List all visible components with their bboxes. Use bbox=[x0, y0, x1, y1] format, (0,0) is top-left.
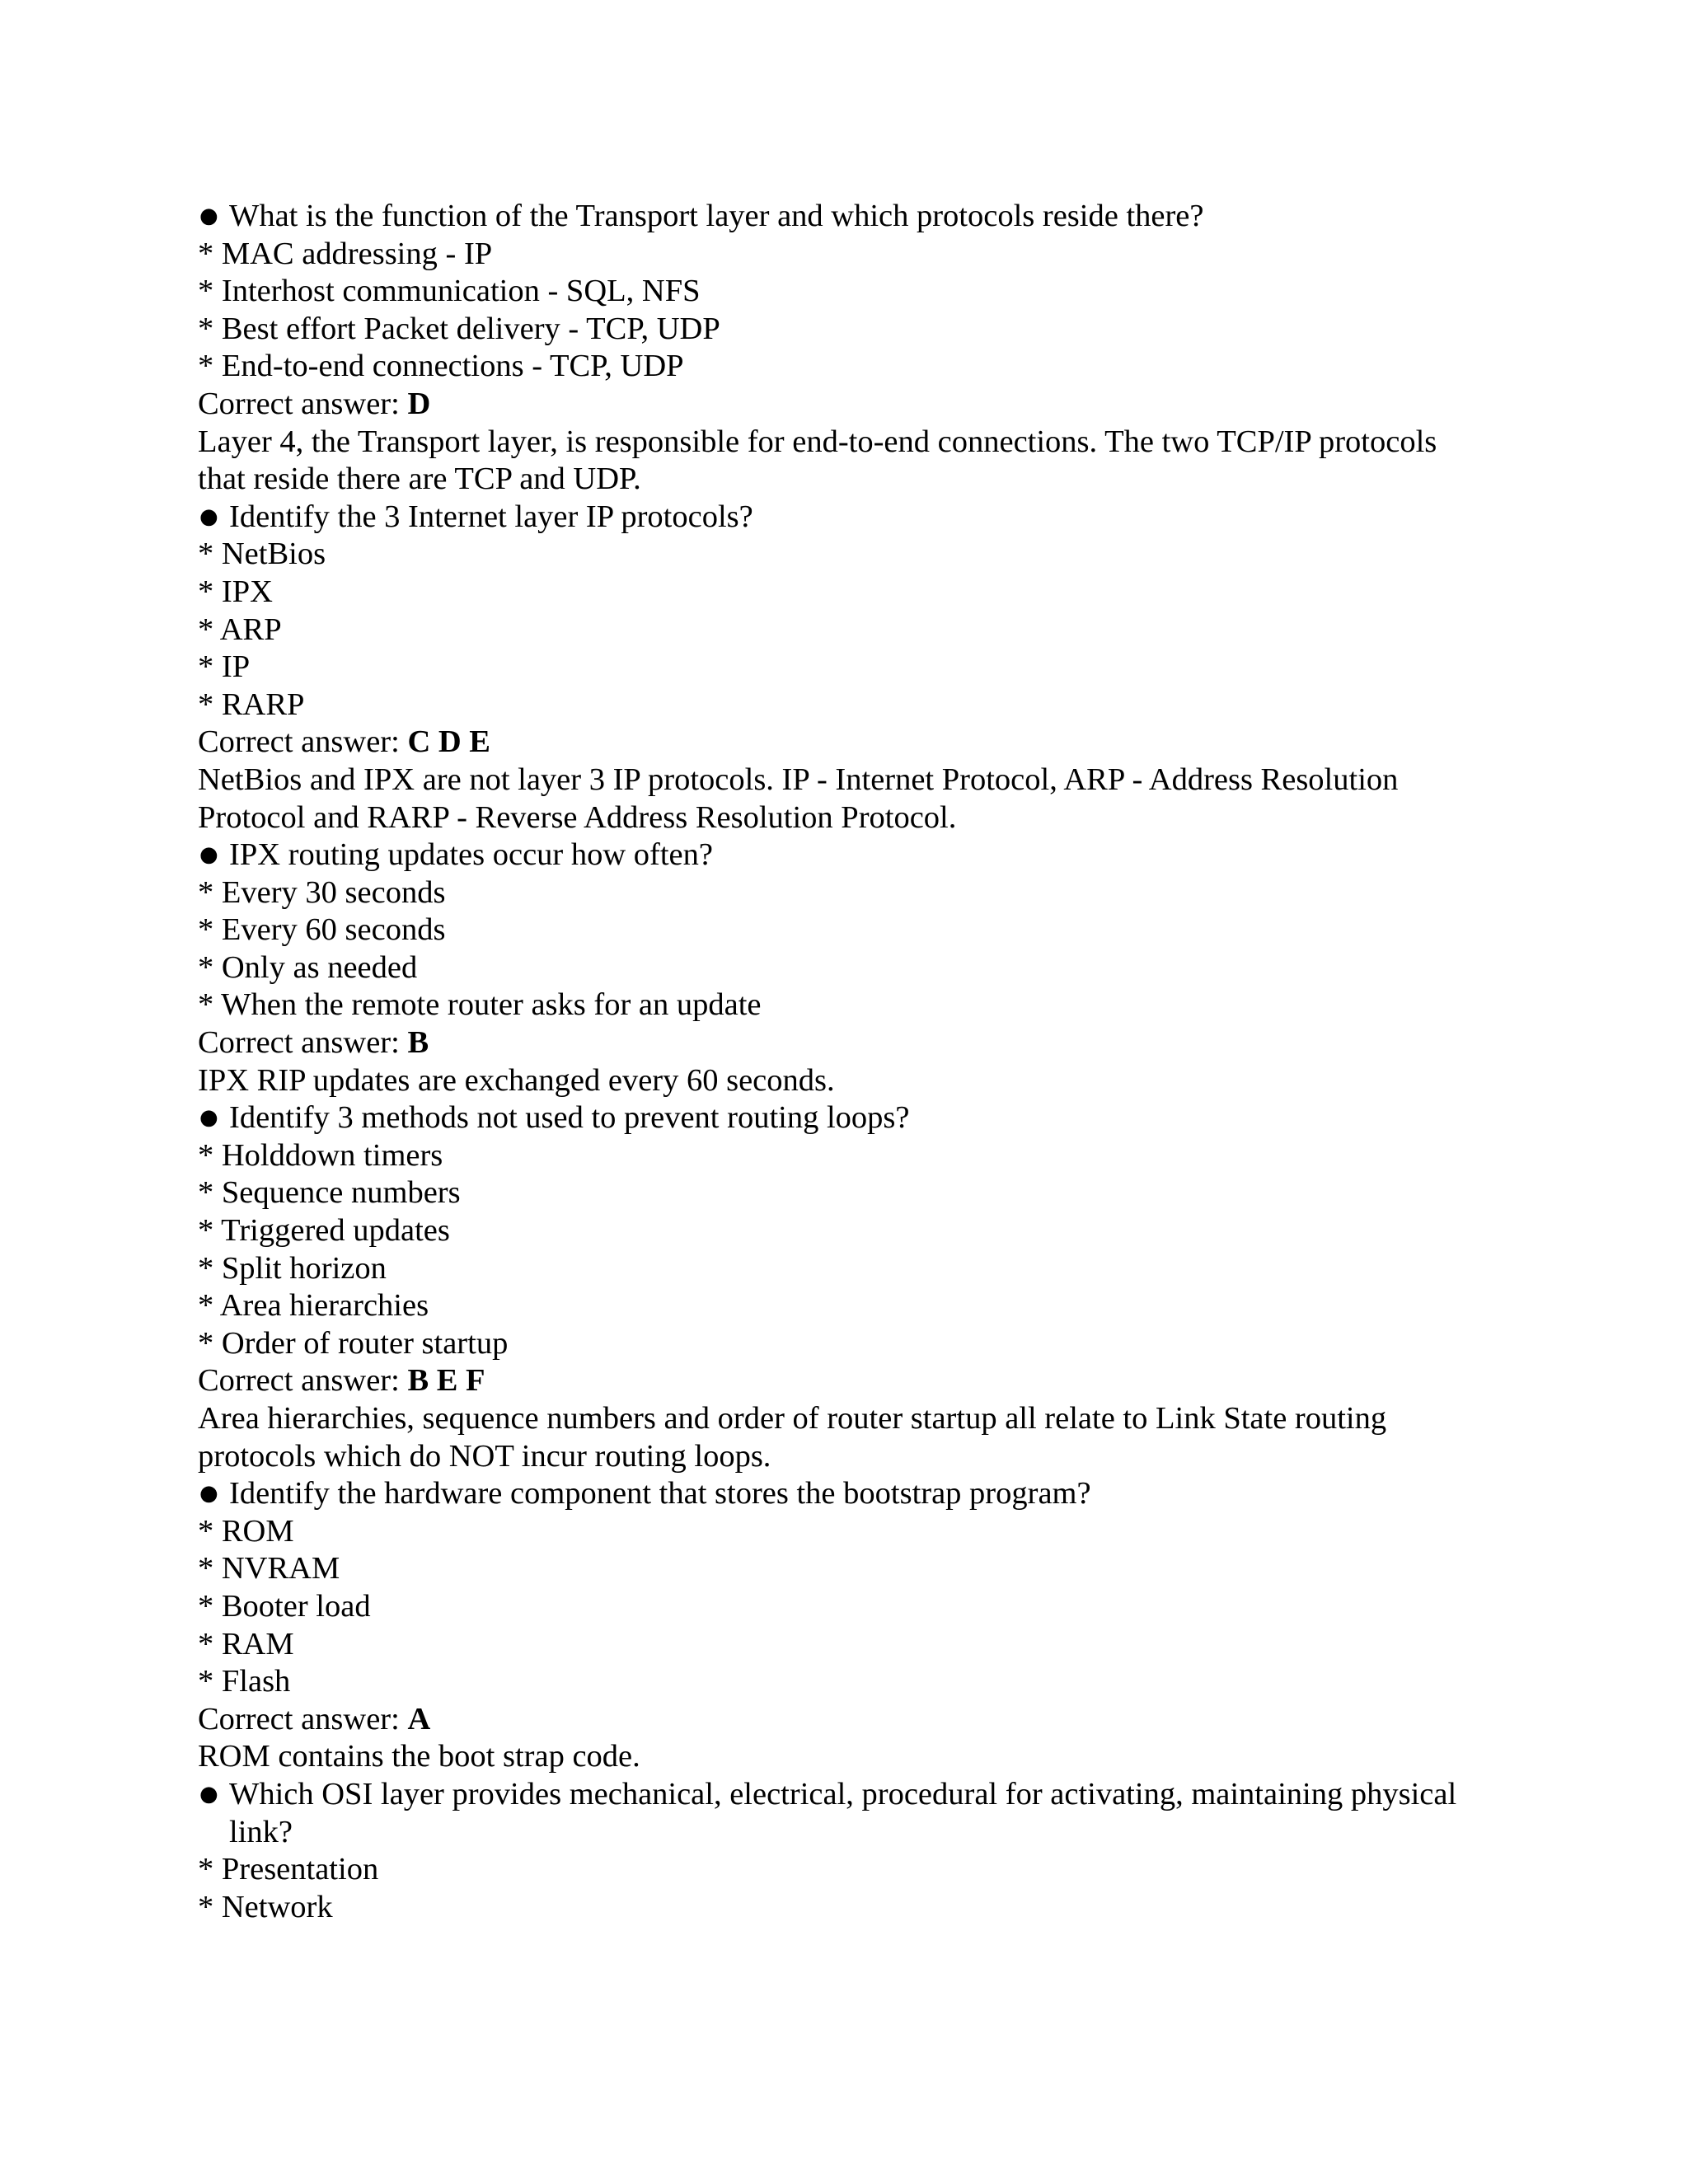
answer-label: Correct answer: bbox=[198, 386, 408, 421]
correct-answer bbox=[198, 1024, 1484, 1062]
option-item: * End-to-end connections - TCP, UDP bbox=[198, 349, 684, 384]
explanation: IPX RIP updates are exchanged every 60 seconds. bbox=[198, 1062, 835, 1098]
question-text: IPX routing updates occur how often? bbox=[229, 837, 713, 873]
option-item: * When the remote router asks for an update bbox=[198, 987, 762, 1023]
answer-value: D bbox=[407, 386, 431, 421]
option-item: * NVRAM bbox=[198, 1551, 340, 1586]
question-text: Identify the 3 Internet layer IP protocols? bbox=[229, 499, 753, 534]
option-item: * Interhost communication - SQL, NFS bbox=[198, 274, 701, 309]
option-item: * IP bbox=[198, 649, 251, 685]
option-item: * Sequence numbers bbox=[198, 1175, 461, 1211]
document-body bbox=[198, 198, 1484, 1926]
answer-value: A bbox=[407, 1701, 431, 1736]
correct-answer bbox=[198, 724, 1484, 762]
option-item: * Split horizon bbox=[198, 1250, 387, 1286]
option-item: * RAM bbox=[198, 1626, 294, 1661]
option-item: * ARP bbox=[198, 612, 282, 647]
option-item: * Booter load bbox=[198, 1588, 371, 1624]
question-text: What is the function of the Transport layer and which protocols reside there? bbox=[229, 199, 1204, 233]
option-item: * Flash bbox=[198, 1664, 291, 1699]
option-item: * NetBios bbox=[198, 537, 326, 572]
bullet-icon: ● bbox=[199, 842, 218, 868]
option-item: * Every 60 seconds bbox=[198, 912, 446, 948]
option-item: * Best effort Packet delivery - TCP, UDP bbox=[198, 311, 720, 346]
option-item: * Area hierarchies bbox=[198, 1288, 429, 1324]
option-item: * Every 30 seconds bbox=[198, 874, 446, 910]
answer-value: B E F bbox=[407, 1363, 485, 1399]
bullet-icon: ● bbox=[199, 504, 218, 529]
bullet-icon: ● bbox=[199, 1481, 218, 1507]
explanation: ROM contains the boot strap code. bbox=[198, 1739, 640, 1774]
option-item: * Only as needed bbox=[198, 949, 418, 985]
option-item: * RARP bbox=[198, 687, 305, 722]
option-item: * Network bbox=[198, 1889, 333, 1924]
question-4 bbox=[198, 1099, 1484, 1137]
question-6 bbox=[198, 1776, 1484, 1851]
answer-label: Correct answer: bbox=[198, 724, 408, 760]
answer-value: C D E bbox=[407, 724, 490, 760]
bullet-icon: ● bbox=[199, 204, 218, 228]
bullet-icon: ● bbox=[199, 1781, 218, 1807]
correct-answer bbox=[198, 1701, 1484, 1739]
question-text: Identify the hardware component that stores the bootstrap program? bbox=[229, 1476, 1091, 1511]
question-3 bbox=[198, 837, 1484, 874]
option-item: * MAC addressing - IP bbox=[198, 236, 493, 271]
question-2 bbox=[198, 499, 1484, 537]
option-item: * Presentation bbox=[198, 1852, 379, 1887]
answer-label: Correct answer: bbox=[198, 1025, 408, 1061]
question-5 bbox=[198, 1475, 1484, 1513]
explanation: Area hierarchies, sequence numbers and order of router startup all relate to Link State routing protocols which do NOT incur routing loops. bbox=[198, 1401, 1387, 1474]
option-item: * IPX bbox=[198, 574, 273, 609]
correct-answer bbox=[198, 386, 1484, 424]
option-item: * Triggered updates bbox=[198, 1213, 450, 1249]
answer-value: B bbox=[407, 1025, 429, 1061]
option-item: * ROM bbox=[198, 1513, 294, 1549]
option-item: * Order of router startup bbox=[198, 1325, 509, 1361]
question-text: Identify 3 methods not used to prevent routing loops? bbox=[229, 1100, 910, 1136]
option-item: * Holddown timers bbox=[198, 1137, 443, 1173]
bullet-icon: ● bbox=[199, 1105, 218, 1131]
answer-label: Correct answer: bbox=[198, 1363, 408, 1399]
answer-label: Correct answer: bbox=[198, 1701, 408, 1736]
question-text: Which OSI layer provides mechanical, electrical, procedural for activating, maintaining physical link? bbox=[229, 1776, 1457, 1849]
explanation: Layer 4, the Transport layer, is responsible for end-to-end connections. The two TCP/IP protocols that reside there are TCP and UDP. bbox=[198, 424, 1437, 497]
question-1 bbox=[198, 198, 1484, 236]
correct-answer bbox=[198, 1362, 1484, 1400]
explanation: NetBios and IPX are not layer 3 IP protocols. IP - Internet Protocol, ARP - Address Resolution Protocol and RARP - Reverse Address Resolution Protocol. bbox=[198, 762, 1399, 835]
